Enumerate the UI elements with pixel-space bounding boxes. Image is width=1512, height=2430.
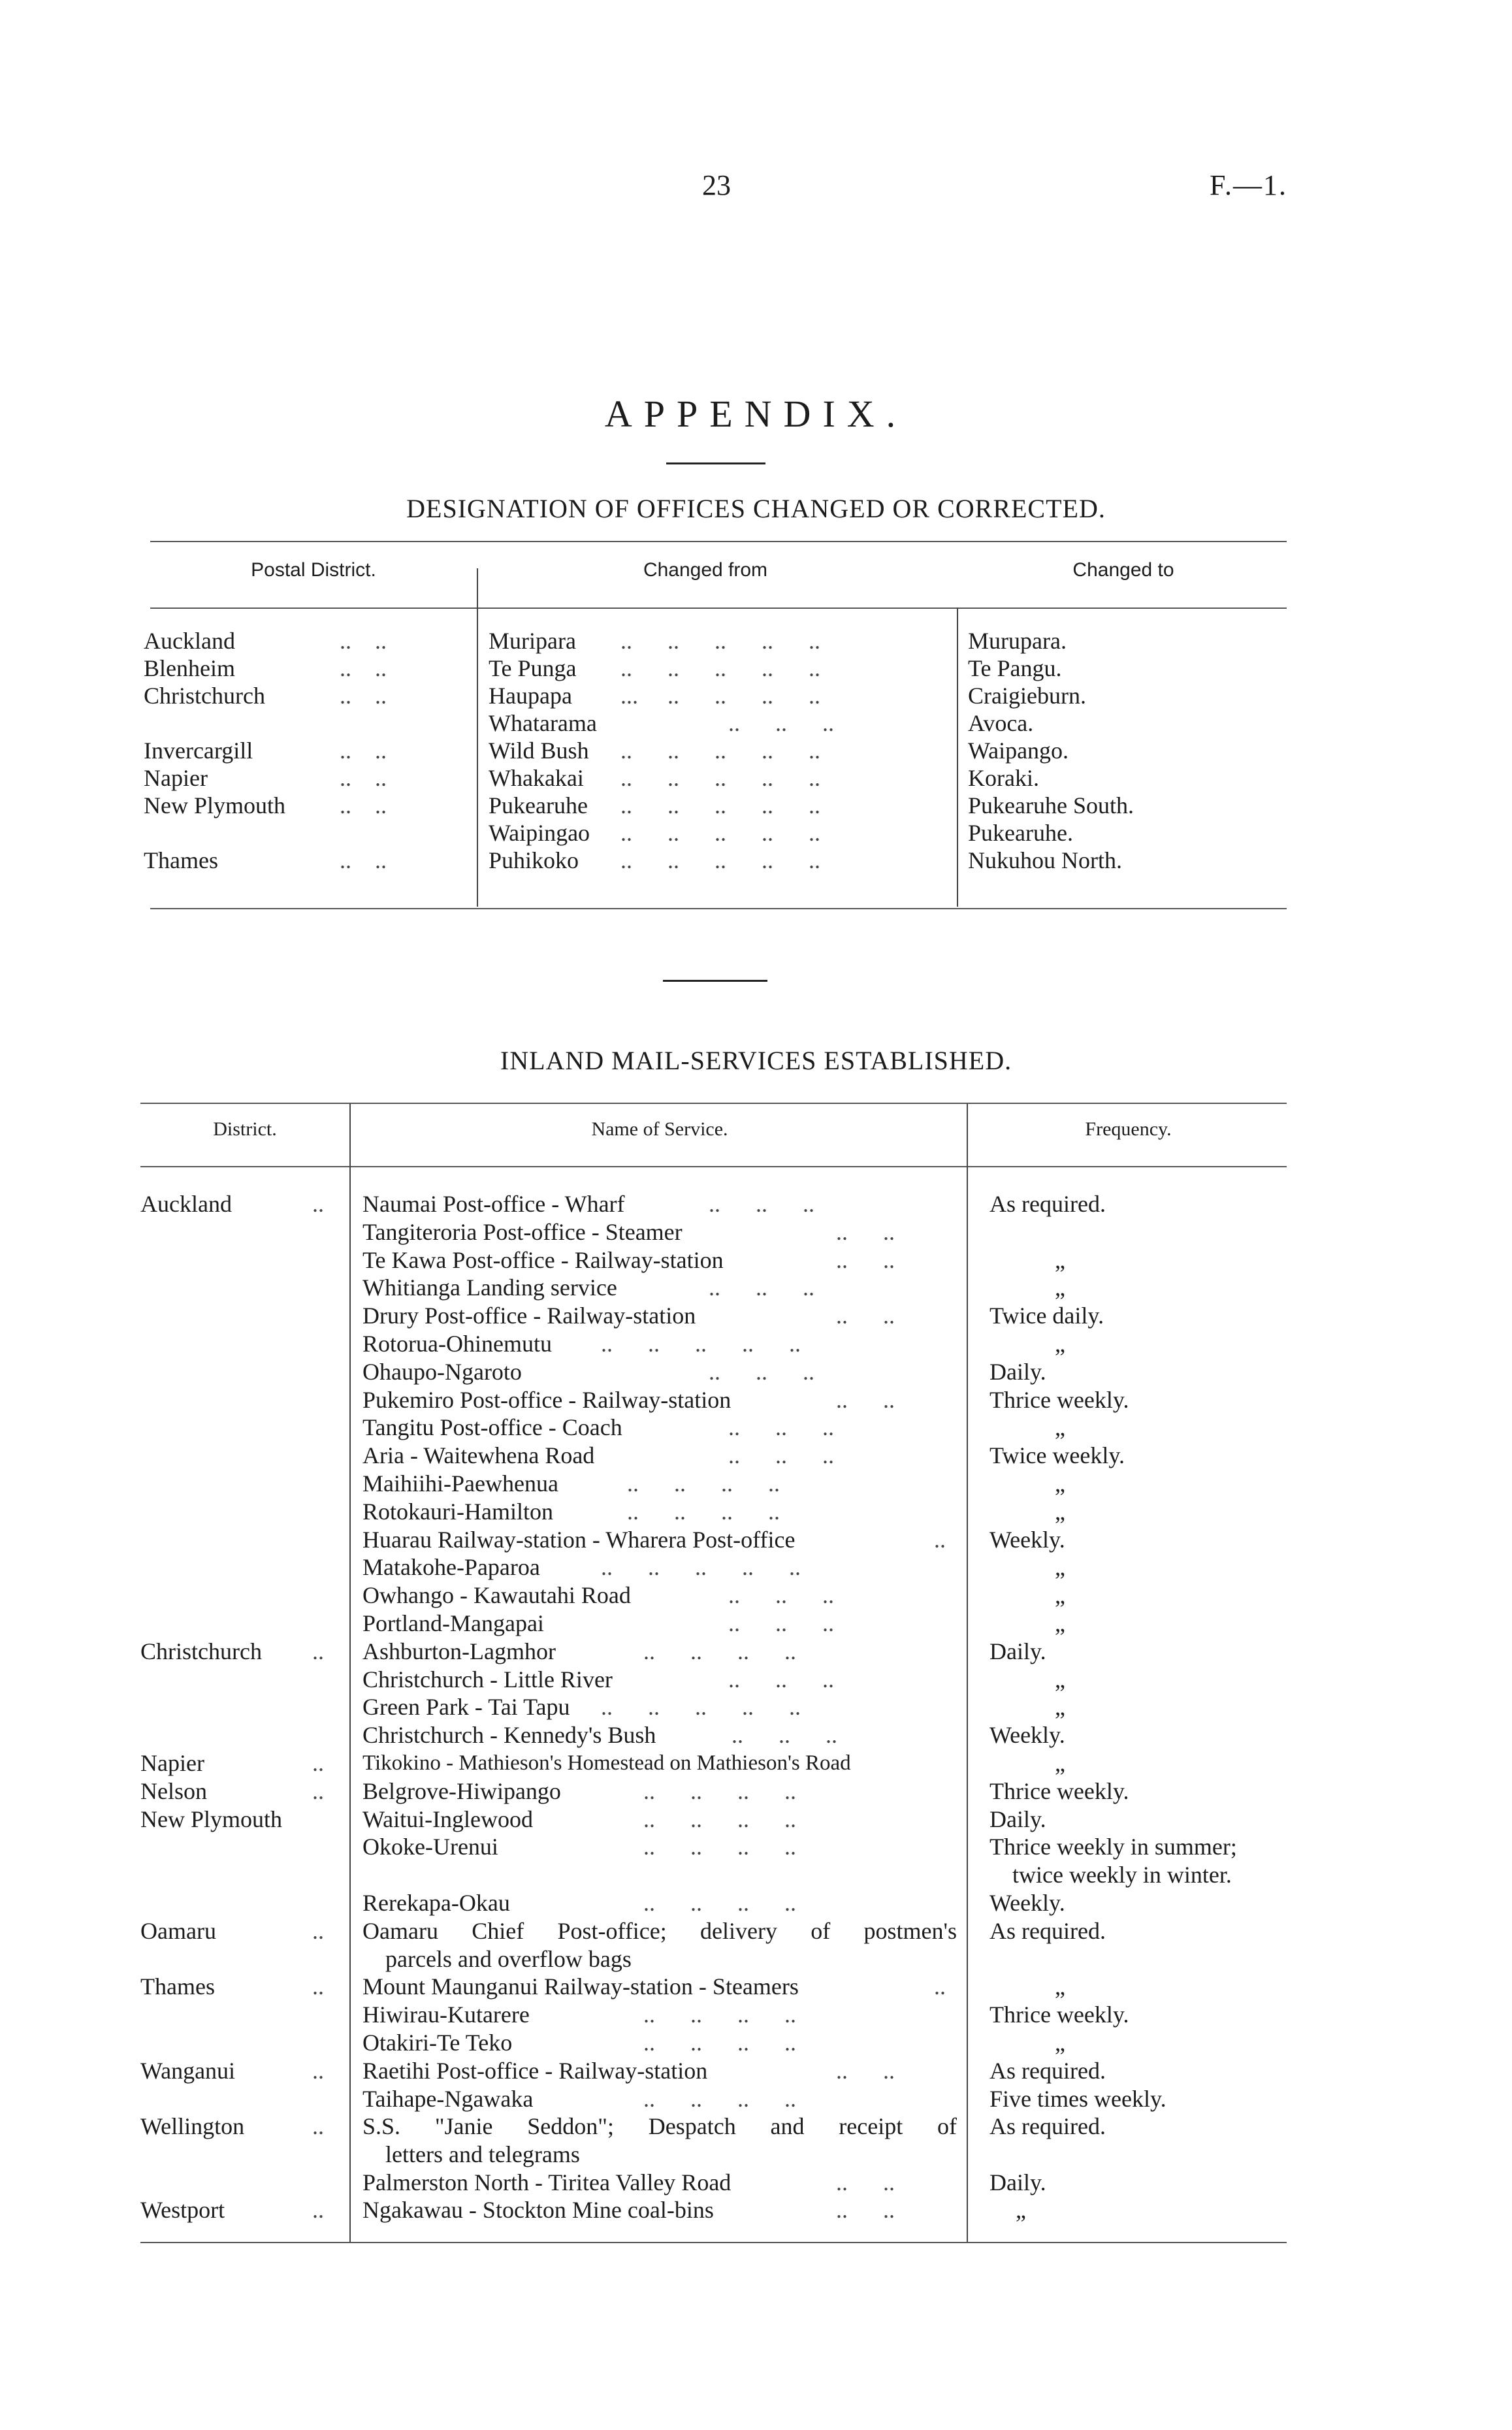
dot-leader: .. .. .. .. (627, 1498, 780, 1525)
changed-from-cell: Muripara (489, 628, 576, 654)
service-cell: Belgrove-Hiwipango (362, 1778, 561, 1804)
district-cell: Thames (140, 1973, 215, 2000)
frequency-cell: As required. (989, 2058, 1106, 2084)
dot-leader: .. .. (836, 2169, 895, 2195)
district-cell: Napier (144, 765, 208, 791)
frequency-cell: Weekly. (989, 1527, 1065, 1553)
table-top-rule (150, 541, 1287, 542)
dot-leader: .. .. .. (728, 1582, 834, 1608)
dot-leader: .. .. (836, 2197, 895, 2223)
changed-to-cell: Te Pangu. (968, 655, 1062, 681)
frequency-cell: As required. (989, 2113, 1106, 2139)
service-cell: Palmerston North - Tiritea Valley Road (362, 2169, 732, 2195)
changed-from-cell: Pukearuhe (489, 792, 588, 818)
frequency-cell: Daily. (989, 2169, 1046, 2195)
dot-leader: .. .. .. .. (627, 1470, 780, 1497)
district-cell: Wellington (140, 2113, 245, 2139)
title-underline (666, 462, 765, 464)
changed-to-cell: Pukearuhe. (968, 820, 1073, 846)
dot-leader: .. .. .. .. .. (620, 655, 820, 681)
district-cell: New Plymouth (140, 1806, 283, 1832)
dot-leader: .. .. .. .. .. (620, 628, 820, 654)
service-cell: Oamaru Chief Post-office; delivery of postmen's (362, 1918, 957, 1944)
service-continuation: parcels and overflow bags (385, 1946, 632, 1972)
dot-leader: .. (312, 2113, 324, 2139)
dot-leader: .. (312, 1918, 324, 1944)
dot-leader: .. .. .. (728, 1442, 834, 1468)
dot-leader: .. .. (836, 1219, 895, 1245)
changed-from-cell: Wild Bush (489, 737, 589, 764)
dot-leader: .. (312, 1638, 324, 1664)
changed-to-cell: Nukuhou North. (968, 847, 1122, 873)
column-divider (349, 1104, 351, 2242)
dot-leader: .. .. .. .. (643, 1834, 796, 1860)
service-cell: Ashburton-Lagmhor (362, 1638, 556, 1664)
service-cell: Maihiihi-Paewhenua (362, 1470, 558, 1497)
dot-leader: .. .. .. (709, 1191, 814, 1217)
dot-leader: .. (934, 1527, 946, 1553)
frequency-cell: „ (1055, 1694, 1065, 1720)
service-cell: Whitianga Landing service (362, 1274, 617, 1301)
frequency-cell: Twice daily. (989, 1303, 1104, 1329)
dot-leader: .. .. (340, 792, 387, 818)
dot-leader: .. .. .. .. .. (620, 847, 820, 873)
changed-to-cell: Avoca. (968, 710, 1034, 736)
service-cell: Portland-Mangapai (362, 1610, 544, 1636)
frequency-cell: Twice weekly. (989, 1442, 1125, 1468)
dot-leader: .. .. .. (709, 1274, 814, 1301)
frequency-cell: Thrice weekly in summer; (989, 1834, 1237, 1860)
district-cell: New Plymouth (144, 792, 286, 818)
service-cell: Raetihi Post-office - Railway-station (362, 2058, 708, 2084)
dot-leader: .. .. .. .. (643, 1778, 796, 1804)
dot-leader: .. .. (340, 765, 387, 791)
service-cell: Rerekapa-Okau (362, 1890, 510, 1916)
dot-leader: .. (312, 2197, 324, 2223)
district-cell: Oamaru (140, 1918, 216, 1944)
table-bottom-rule (140, 2242, 1287, 2243)
service-continuation: letters and telegrams (385, 2141, 580, 2167)
dot-leader: .. .. .. .. (643, 1890, 796, 1916)
dot-leader: .. .. (340, 737, 387, 764)
service-cell: Tangitu Post-office - Coach (362, 1414, 622, 1440)
service-cell: S.S. "Janie Seddon"; Despatch and receipt of (362, 2113, 957, 2139)
district-cell: Auckland (140, 1191, 232, 1217)
frequency-cell: „ (1055, 1498, 1065, 1525)
service-cell: Tangiteroria Post-office - Steamer (362, 1219, 683, 1245)
dot-leader: .. .. .. .. (643, 2001, 796, 2028)
changed-from-cell: Whakakai (489, 765, 584, 791)
service-cell: Ohaupo-Ngaroto (362, 1359, 522, 1385)
dot-leader: .. .. .. .. (643, 2030, 796, 2056)
frequency-cell: „ (1055, 1582, 1065, 1608)
changed-from-cell: Whatarama (489, 710, 597, 736)
frequency-cell: „ (1055, 1247, 1065, 1273)
dot-leader: .. .. .. .. .. (620, 820, 820, 846)
dot-leader: .. .. .. (728, 1610, 834, 1636)
service-cell: Tikokino - Mathieson's Homestead on Mathieson's Road (362, 1751, 851, 1775)
service-cell: Rotorua-Ohinemutu (362, 1331, 552, 1357)
frequency-cell: „ (1055, 1750, 1065, 1776)
service-cell: Christchurch - Kennedy's Bush (362, 1722, 656, 1748)
dot-leader: .. .. (836, 1303, 895, 1329)
dot-leader: .. .. .. (709, 1359, 814, 1385)
column-divider (957, 608, 958, 907)
district-cell: Blenheim (144, 655, 235, 681)
service-cell: Huarau Railway-station - Wharera Post-office (362, 1527, 796, 1553)
service-cell: Pukemiro Post-office - Railway-station (362, 1387, 732, 1413)
service-cell: Rotokauri-Hamilton (362, 1498, 553, 1525)
dot-leader: .. .. (340, 628, 387, 654)
dot-leader: .. .. .. .. (643, 2086, 796, 2112)
service-cell: Mount Maunganui Railway-station - Steamers (362, 1973, 799, 2000)
frequency-cell: Five times weekly. (989, 2086, 1166, 2112)
changed-from-cell: Waipingao (489, 820, 590, 846)
column-header-changed-from: Changed from (643, 559, 768, 581)
dot-leader: .. .. (340, 847, 387, 873)
frequency-cell: As required. (989, 1191, 1106, 1217)
frequency-cell: „ (1055, 1274, 1065, 1301)
column-header-changed-to: Changed to (1072, 559, 1174, 581)
dot-leader: .. .. .. (728, 1666, 834, 1693)
header-bottom-rule (150, 608, 1287, 609)
frequency-cell: „ (1016, 2197, 1026, 2223)
frequency-cell: „ (1055, 1666, 1065, 1693)
column-divider (477, 568, 478, 907)
dot-leader: .. .. .. .. .. (601, 1554, 801, 1580)
header-bottom-rule (140, 1166, 1287, 1167)
dot-leader: .. .. (836, 2058, 895, 2084)
changed-from-cell: Haupapa (489, 683, 572, 709)
section-separator (663, 980, 767, 982)
district-cell: Auckland (144, 628, 235, 654)
changed-to-cell: Pukearuhe South. (968, 792, 1134, 818)
frequency-cell: „ (1055, 2030, 1065, 2056)
district-cell: Westport (140, 2197, 225, 2223)
column-header-service: Name of Service. (591, 1118, 728, 1140)
column-header-postal-district: Postal District. (251, 559, 376, 581)
district-cell: Napier (140, 1750, 204, 1776)
service-cell: Green Park - Tai Tapu (362, 1694, 570, 1720)
district-cell: Christchurch (144, 683, 265, 709)
frequency-cell: Thrice weekly. (989, 2001, 1129, 2028)
frequency-cell: „ (1055, 1470, 1065, 1497)
changed-from-cell: Te Punga (489, 655, 577, 681)
column-header-district: District. (213, 1118, 277, 1140)
dot-leader: .. .. .. .. .. (620, 765, 820, 791)
appendix-title: APPENDIX. (604, 393, 908, 435)
dot-leader: .. .. (836, 1387, 895, 1413)
service-cell: Naumai Post-office - Wharf (362, 1191, 625, 1217)
service-cell: Taihape-Ngawaka (362, 2086, 534, 2112)
service-cell: Hiwirau-Kutarere (362, 2001, 530, 2028)
dot-leader: .. .. (340, 655, 387, 681)
service-cell: Matakohe-Paparoa (362, 1554, 540, 1580)
page-number: 23 (702, 169, 731, 201)
dot-leader: ... .. .. .. .. (620, 683, 820, 709)
dot-leader: .. (312, 1191, 324, 1217)
document-reference: F.—1. (1210, 169, 1287, 201)
dot-leader: .. .. .. .. .. (620, 737, 820, 764)
table-top-rule (140, 1103, 1287, 1104)
service-cell: Christchurch - Little River (362, 1666, 613, 1693)
frequency-cell: As required. (989, 1918, 1106, 1944)
changed-to-cell: Craigieburn. (968, 683, 1086, 709)
frequency-cell: „ (1055, 1331, 1065, 1357)
district-cell: Wanganui (140, 2058, 236, 2084)
dot-leader: .. (312, 2058, 324, 2084)
frequency-cell: Daily. (989, 1638, 1046, 1664)
frequency-cell: Thrice weekly. (989, 1387, 1129, 1413)
dot-leader: .. .. .. (728, 710, 834, 736)
service-cell: Ngakawau - Stockton Mine coal-bins (362, 2197, 714, 2223)
designation-section-title: DESIGNATION OF OFFICES CHANGED OR CORRECTED. (406, 494, 1106, 523)
dot-leader: .. .. .. .. .. (601, 1331, 801, 1357)
changed-from-cell: Puhikoko (489, 847, 579, 873)
changed-to-cell: Murupara. (968, 628, 1067, 654)
service-cell: Te Kawa Post-office - Railway-station (362, 1247, 724, 1273)
service-cell: Waitui-Inglewood (362, 1806, 534, 1832)
dot-leader: .. .. .. .. .. (620, 792, 820, 818)
frequency-cell: Daily. (989, 1806, 1046, 1832)
dot-leader: .. (312, 1750, 324, 1776)
frequency-cell: „ (1055, 1973, 1065, 2000)
dot-leader: .. .. .. (728, 1414, 834, 1440)
district-cell: Christchurch (140, 1638, 262, 1664)
frequency-cell: Weekly. (989, 1722, 1065, 1748)
service-cell: Otakiri-Te Teko (362, 2030, 513, 2056)
dot-leader: .. .. .. (732, 1722, 837, 1748)
service-cell: Owhango - Kawautahi Road (362, 1582, 631, 1608)
frequency-cell: Daily. (989, 1359, 1046, 1385)
column-divider (967, 1104, 968, 2242)
inland-section-title: INLAND MAIL-SERVICES ESTABLISHED. (500, 1046, 1012, 1075)
frequency-cell: Weekly. (989, 1890, 1065, 1916)
dot-leader: .. .. .. .. (643, 1638, 796, 1664)
dot-leader: .. (312, 1778, 324, 1804)
service-cell: Okoke-Urenui (362, 1834, 498, 1860)
frequency-cell: „ (1055, 1414, 1065, 1440)
service-cell: Drury Post-office - Railway-station (362, 1303, 696, 1329)
frequency-continuation: twice weekly in winter. (1012, 1862, 1232, 1888)
column-header-frequency: Frequency. (1085, 1118, 1172, 1140)
changed-to-cell: Koraki. (968, 765, 1039, 791)
frequency-cell: Thrice weekly. (989, 1778, 1129, 1804)
district-cell: Thames (144, 847, 218, 873)
dot-leader: .. .. .. .. (643, 1806, 796, 1832)
dot-leader: .. (312, 1973, 324, 2000)
service-cell: Aria - Waitewhena Road (362, 1442, 595, 1468)
changed-to-cell: Waipango. (968, 737, 1069, 764)
table-bottom-rule (150, 908, 1287, 909)
district-cell: Invercargill (144, 737, 253, 764)
dot-leader: .. .. (836, 1247, 895, 1273)
frequency-cell: „ (1055, 1554, 1065, 1580)
dot-leader: .. .. .. .. .. (601, 1694, 801, 1720)
district-cell: Nelson (140, 1778, 207, 1804)
dot-leader: .. .. (340, 683, 387, 709)
dot-leader: .. (934, 1973, 946, 2000)
frequency-cell: „ (1055, 1610, 1065, 1636)
